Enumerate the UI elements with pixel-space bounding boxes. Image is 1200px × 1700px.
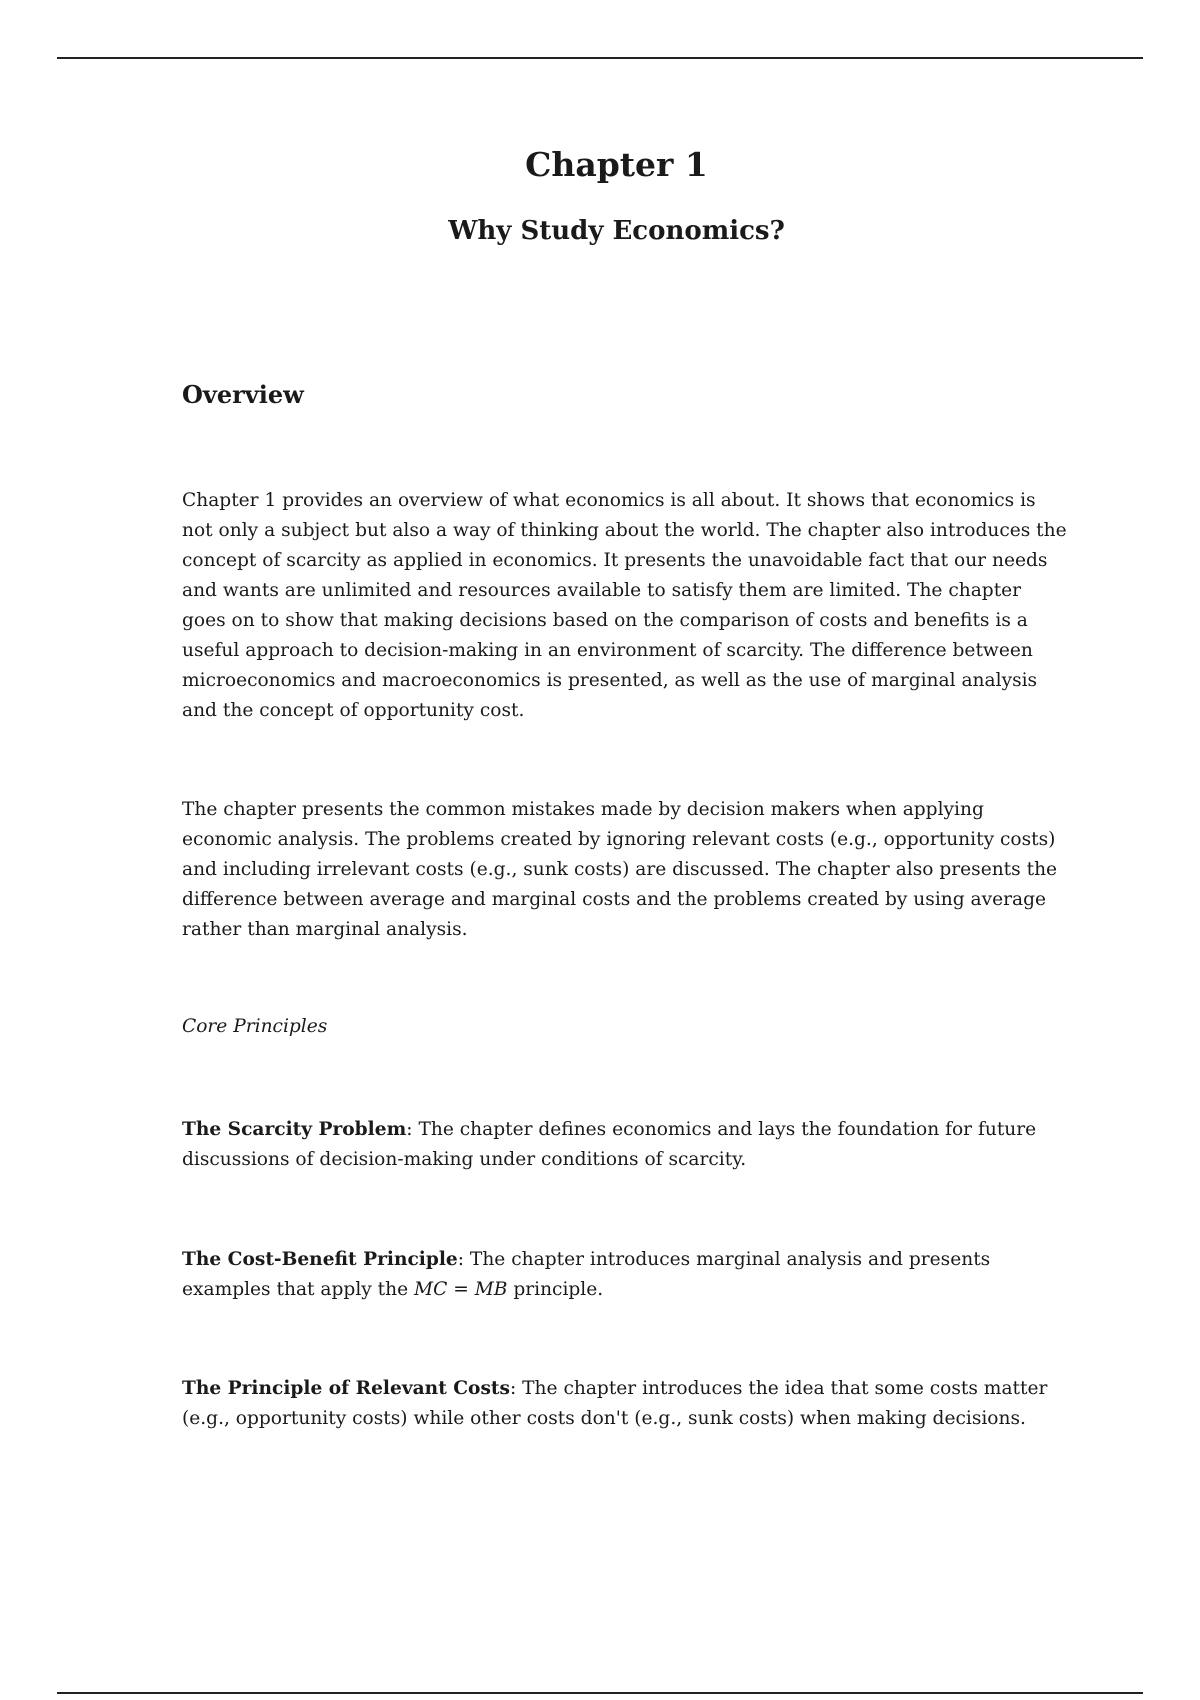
bottom-rule (57, 1692, 1143, 1694)
principle-scarcity (182, 1115, 1067, 1175)
top-rule (57, 57, 1143, 59)
principle-term: The Principle of Relevant Costs (182, 1378, 510, 1399)
principle-description: : The chapter introduces marginal analysis and presents examples that apply the (182, 1249, 991, 1300)
chapter-subtitle: Why Study Economics? (448, 216, 785, 246)
core-principles-label: Core Principles (182, 1016, 328, 1037)
principle-description-end: principle. (507, 1279, 604, 1300)
principle-formula: MC = MB (414, 1279, 508, 1300)
chapter-title: Chapter 1 (525, 145, 708, 184)
principle-term: The Cost-Benefit Principle (182, 1249, 458, 1270)
principle-relevant-costs (182, 1374, 1067, 1434)
overview-paragraph: Chapter 1 provides an overview of what economics is all about. It shows that economics is not only a subject but also a way of thinking about the world. The chapter also introduces the concept of scarcity as applied in economics. It presents the unavoidable fact that our needs and wants are unlimited and resources available to satisfy them are limited. The chapter goes on to show that making decisions based on the comparison of costs and benefits is a useful approach to decision-making in an environment of scarcity. The difference between microeconomics and macroeconomics is presented, as well as the use of marginal analysis and the concept of opportunity cost. (182, 490, 1067, 721)
principle-description: : The chapter introduces the idea that some costs matter (e.g., opportunity costs) while other costs don't (e.g., sunk costs) when making decisions. (182, 1378, 1048, 1429)
overview-heading: Overview (182, 380, 304, 409)
overview-paragraph: The chapter presents the common mistakes made by decision makers when applying economic analysis. The problems created by ignoring relevant costs (e.g., opportunity costs) and including irrelevant costs (e.g., sunk costs) are discussed. The chapter also presents the difference between average and marginal costs and the problems created by using average rather than marginal analysis. (182, 799, 1058, 940)
principle-description: : The chapter defines economics and lays the foundation for future discussions of decision-making under conditions of scarcity. (182, 1119, 1037, 1170)
principle-cost-benefit (182, 1245, 1067, 1305)
principle-term: The Scarcity Problem (182, 1119, 407, 1140)
